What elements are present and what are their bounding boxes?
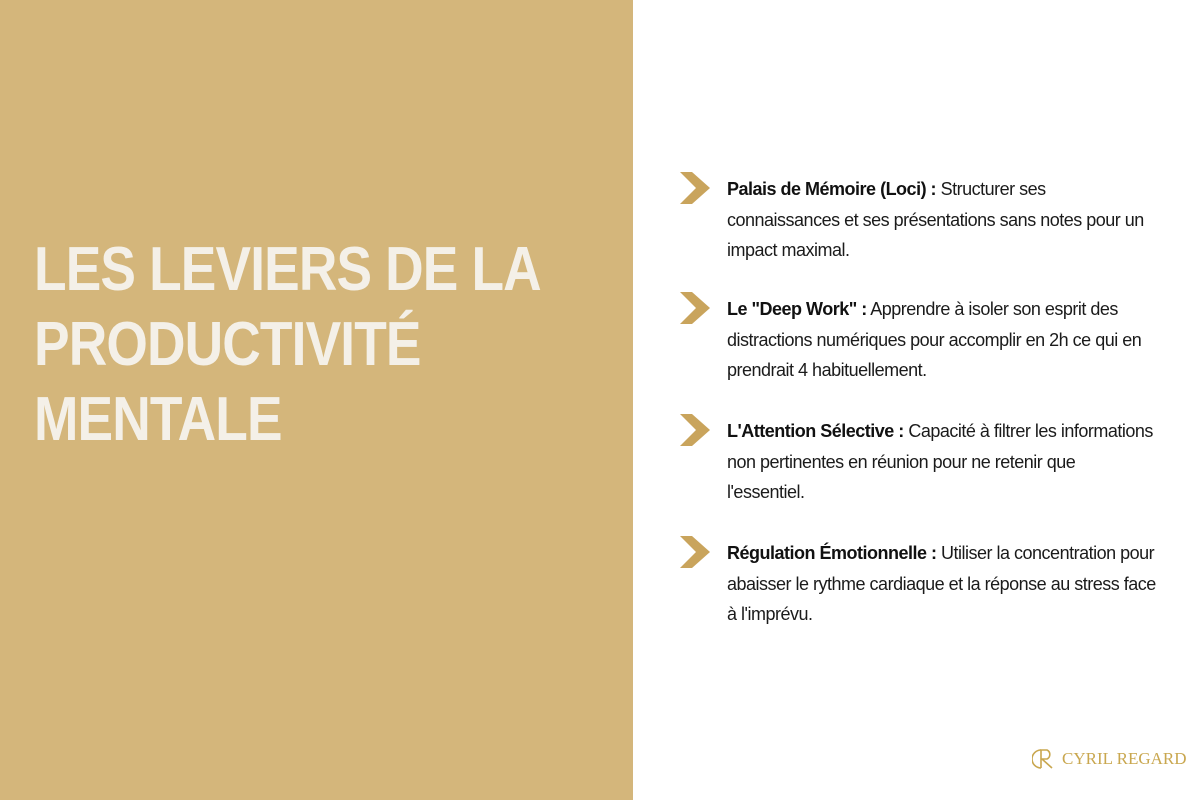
chevron-right-icon bbox=[678, 412, 712, 448]
item-text: Apprendre à isoler son esprit des distractions numériques pour accomplir en 2h ce qui en prendrait 4 habituellement. bbox=[727, 299, 1142, 380]
item-text: Capacité à filtrer les informations non pertinentes en réunion pour ne retenir que l'essentiel. bbox=[727, 421, 1153, 502]
chevron-right-icon bbox=[678, 534, 712, 570]
chevron-right-icon bbox=[678, 290, 712, 326]
chevron-right-icon bbox=[678, 170, 712, 206]
item-heading: Le "Deep Work" : bbox=[727, 299, 867, 319]
title-line: PRODUCTIVITÉ bbox=[34, 310, 421, 379]
brand-name: CYRIL REGARD bbox=[1062, 749, 1187, 768]
brand-logo bbox=[1032, 748, 1187, 770]
title-line: MENTALE bbox=[34, 385, 282, 454]
page-title bbox=[34, 232, 541, 457]
item-heading: Palais de Mémoire (Loci) : bbox=[727, 179, 937, 199]
item-text: Structurer ses connaissances et ses présentations sans notes pour un impact maximal. bbox=[727, 179, 1144, 260]
item-heading: L'Attention Sélective : bbox=[727, 421, 904, 441]
title-line: LES LEVIERS DE LA bbox=[34, 235, 541, 304]
item-text: Utiliser la concentration pour abaisser le rythme cardiaque et la réponse au stress face à l'imprévu. bbox=[727, 543, 1156, 624]
item-heading: Régulation Émotionnelle : bbox=[727, 543, 937, 563]
monogram-logo-icon bbox=[1032, 748, 1056, 770]
